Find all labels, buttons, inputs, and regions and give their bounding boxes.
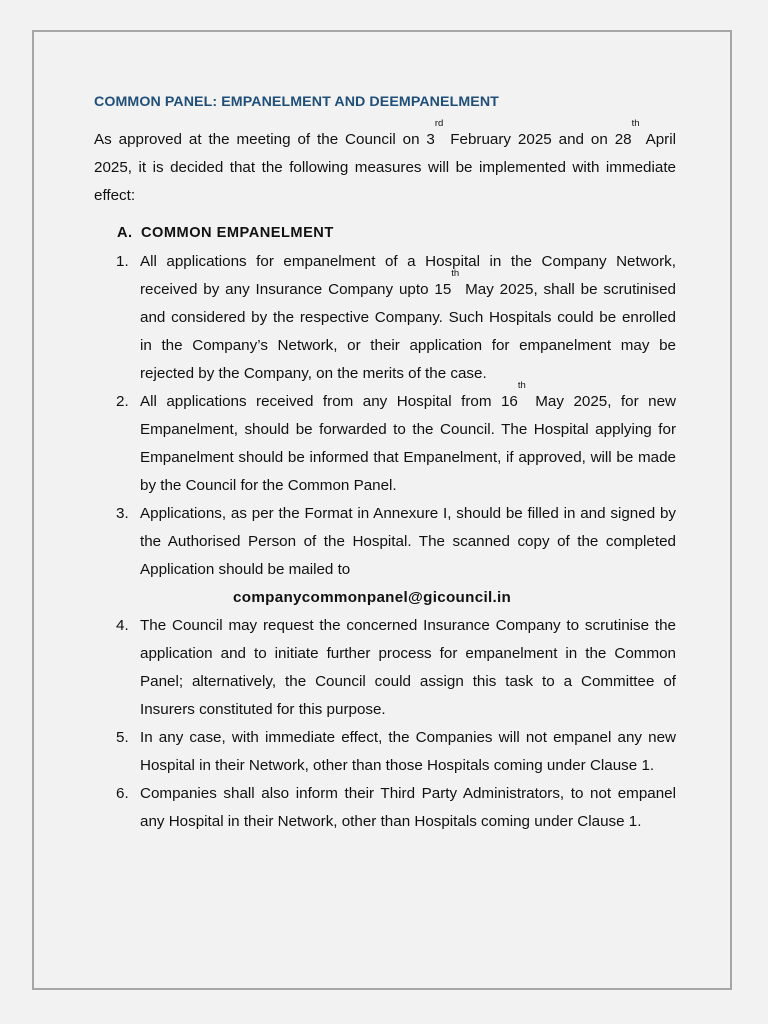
list-item: [94, 248, 676, 388]
intro-text-1: As approved at the meeting of the Council on 3: [94, 131, 435, 148]
document-content: [94, 90, 676, 836]
item-number: 3.: [116, 505, 129, 522]
document-title: COMMON PANEL: EMPANELMENT AND DEEMPANELMENT: [94, 94, 499, 110]
item-text: In any case, with immediate effect, the Companies will not empanel any new Hospital in their Network, other than those Hospitals coming under Clause 1.: [140, 729, 676, 774]
list-item: [94, 500, 676, 612]
item-number: 4.: [116, 617, 129, 634]
item-text: May 2025, shall be scrutinised and considered by the respective Company. Such Hospitals could be enrolled in the Company’s Network, or their application for empanelment may be rejected by the Company, on the merits of the case.: [140, 281, 676, 382]
item-text: The Council may request the concerned Insurance Company to scrutinise the application and to initiate further process for empanelment in the Common Panel; alternatively, the Council could assign this task to a Committee of Insurers constituted for this purpose.: [140, 617, 676, 718]
item-number: 5.: [116, 729, 129, 746]
section-heading: [117, 222, 676, 244]
item-number: 2.: [116, 393, 129, 410]
document-page: [32, 30, 732, 990]
intro-sup-2: th: [631, 118, 640, 129]
item-number: 1.: [116, 253, 129, 270]
section-letter: A.: [117, 225, 133, 241]
item-sup: th: [517, 380, 526, 391]
item-text: May 2025, for new Empanelment, should be forwarded to the Council. The Hospital applying for Empanelment should be informed that Empanelment, if approved, will be made by the Council for the Common Panel.: [140, 393, 676, 494]
item-text: All applications received from any Hospital from 16: [140, 393, 518, 410]
list-item: [94, 724, 676, 780]
list-item: [94, 612, 676, 724]
intro-sup-1: rd: [434, 118, 444, 129]
list-item: [94, 380, 676, 500]
intro-text-3: April 2025, it is decided that the following measures will be implemented with immediate effect:: [94, 131, 676, 204]
section-title: COMMON EMPANELMENT: [141, 225, 334, 241]
item-sup: th: [451, 268, 460, 279]
item-text: Companies shall also inform their Third Party Administrators, to not empanel any Hospital in their Network, other than Hospitals coming under Clause 1.: [140, 785, 676, 830]
intro-text-2: February 2025 and on 28: [443, 131, 632, 148]
item-text: Applications, as per the Format in Annexure I, should be filled in and signed by the Authorised Person of the Hospital. The scanned copy of the completed Application should be mailed to: [140, 505, 676, 578]
item-text: All applications for empanelment of a Hospital in the Company Network, received by any Insurance Company upto 15: [140, 253, 676, 298]
list-item: [94, 780, 676, 836]
item-number: 6.: [116, 785, 129, 802]
measures-list: [94, 248, 676, 836]
intro-paragraph: [94, 118, 676, 210]
email-link[interactable]: companycommonpanel@gicouncil.in: [233, 589, 512, 606]
